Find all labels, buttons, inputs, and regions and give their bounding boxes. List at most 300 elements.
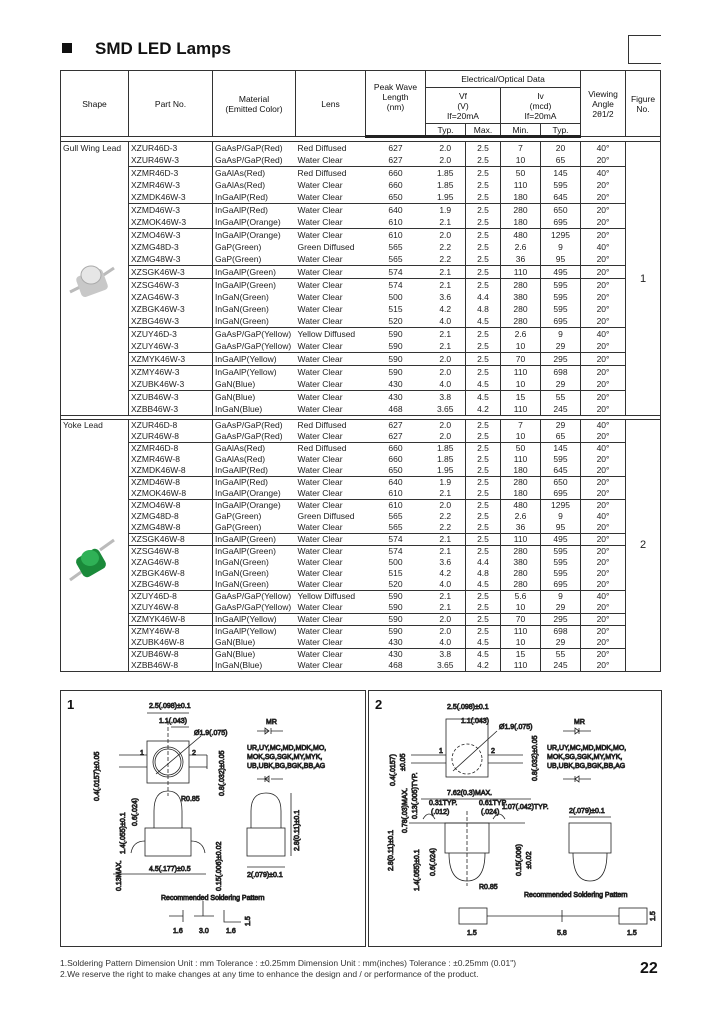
viewing-angle: 20°	[581, 500, 626, 512]
dim-label: Ø1.9(.075)	[194, 730, 228, 737]
iv-typ: 645	[541, 465, 581, 477]
peak-wavelength: 650	[366, 191, 426, 204]
viewing-angle: 20°	[581, 391, 626, 404]
vf-max: 2.5	[466, 279, 501, 292]
part-no: XZSG46W-8	[131, 546, 180, 556]
vf-max: 4.5	[466, 649, 501, 661]
lens: Water Clear	[297, 568, 343, 578]
part-no: XZBGK46W-8	[131, 568, 185, 578]
iv-typ: 9	[541, 241, 581, 253]
col-vf-max: Max.	[466, 124, 501, 137]
lens: Water Clear	[297, 205, 343, 215]
viewing-angle: 20°	[581, 477, 626, 489]
part-no: XZUR46D-8	[131, 420, 178, 430]
vf-typ: 1.85	[436, 180, 454, 190]
viewing-angle: 20°	[581, 315, 626, 328]
viewing-angle: 20°	[581, 154, 626, 167]
table-row	[61, 253, 661, 266]
peak-wavelength: 430	[366, 378, 426, 391]
lens: Water Clear	[297, 180, 343, 190]
viewing-angle: 20°	[581, 568, 626, 579]
code-list: UB,UBK,BG,BGK,BB,AG	[547, 763, 626, 770]
peak-wavelength: 468	[388, 660, 403, 670]
material: GaAsP/GaP(Red)	[213, 142, 296, 155]
col-peak-blank	[366, 124, 426, 137]
iv-typ: 595	[541, 303, 581, 315]
iv-typ: 29	[541, 420, 581, 432]
iv-typ: 95	[541, 522, 581, 534]
peak-wavelength: 590	[366, 340, 426, 353]
part-no: XZMR46D-8	[131, 443, 179, 453]
material: GaAlAs(Red)	[213, 443, 296, 455]
viewing-angle: 40°	[581, 167, 626, 180]
dim-label: 2(.079)±0.1	[569, 808, 605, 815]
iv-min: 180	[501, 191, 541, 204]
iv-typ: 595	[541, 546, 581, 558]
vf-max: 4.8	[466, 303, 501, 315]
dim-label: 4.5(.177)±0.5	[149, 866, 191, 873]
part-no: XZMY46W-3	[131, 367, 180, 377]
lens: Green Diffused	[297, 242, 355, 252]
lens: Water Clear	[296, 154, 366, 167]
viewing-angle: 40°	[581, 420, 626, 432]
dim-label: 2.8(0.11)±0.1	[294, 809, 301, 851]
page-title: SMD LED Lamps	[95, 39, 232, 58]
peak-wavelength: 660	[388, 454, 403, 464]
iv-typ: 55	[541, 391, 581, 404]
iv-typ: 145	[541, 443, 581, 455]
code-list: MOK,SG,SGK,MY,MYK,	[247, 754, 323, 761]
viewing-angle: 20°	[581, 522, 626, 534]
lens: Water Clear	[297, 477, 343, 487]
lens: Red Diffused	[297, 420, 347, 430]
table-row	[61, 154, 661, 167]
iv-min: 5.6	[501, 591, 541, 603]
vf-max: 4.2	[466, 660, 501, 672]
viewing-angle: 20°	[581, 340, 626, 353]
iv-typ: 295	[541, 614, 581, 626]
lens: Water Clear	[296, 266, 366, 279]
lens: Water Clear	[297, 292, 343, 302]
peak-wavelength: 610	[388, 500, 403, 510]
material: GaAsP/GaP(Red)	[213, 431, 296, 443]
vf-typ: 3.8	[439, 649, 452, 659]
material: GaAsP/GaP(Yellow)	[213, 340, 296, 353]
iv-min: 7	[501, 142, 541, 155]
lens: Yellow Diffused	[297, 591, 356, 601]
iv-min: 10	[501, 378, 541, 391]
vf-typ: 2.2	[426, 522, 466, 534]
iv-typ: 1295	[541, 500, 581, 512]
lens: Water Clear	[297, 626, 343, 636]
dim-label: ±0.05	[400, 753, 407, 771]
material: GaN(Blue)	[213, 391, 296, 404]
col-lens: Lens	[296, 71, 366, 137]
viewing-angle: 20°	[581, 403, 626, 416]
lens: Water Clear	[297, 367, 343, 377]
lens: Yellow Diffused	[297, 329, 356, 339]
table-row	[61, 191, 661, 204]
part-no: XZBB46W-8	[131, 660, 179, 670]
lens: Water Clear	[297, 500, 343, 510]
table-row	[61, 353, 661, 366]
iv-typ: 29	[541, 340, 581, 353]
peak-wavelength: 500	[388, 557, 403, 567]
vf-max: 2.5	[466, 500, 501, 512]
lens: Water Clear	[297, 392, 343, 402]
viewing-angle: 40°	[581, 443, 626, 455]
lens: Water Clear	[297, 304, 343, 314]
vf-typ: 3.6	[439, 292, 452, 302]
gull-wing-led-image	[66, 258, 118, 304]
iv-min: 110	[501, 626, 541, 638]
col-vf-typ: Typ.	[426, 124, 466, 137]
peak-wavelength: 574	[388, 546, 403, 556]
peak-wavelength: 520	[366, 579, 426, 591]
vf-max: 2.5	[466, 454, 501, 465]
table-row	[61, 614, 661, 626]
table-row	[61, 241, 661, 253]
peak-wavelength: 590	[388, 329, 403, 339]
vf-max: 4.5	[466, 378, 501, 391]
iv-min: 180	[501, 216, 541, 229]
col-vf: Vf (V) If=20mA	[426, 88, 501, 124]
dim-label: 0.4(.0157)	[390, 754, 397, 786]
vf-typ: 1.85	[436, 443, 454, 453]
material: InGaN(Green)	[213, 568, 296, 579]
iv-typ: 695	[541, 488, 581, 500]
viewing-angle: 20°	[581, 366, 626, 379]
iv-min: 110	[501, 660, 541, 672]
dim-label: ±0.02	[526, 851, 533, 869]
peak-wavelength: 590	[388, 367, 403, 377]
iv-typ: 595	[541, 179, 581, 191]
vf-max: 2.5	[466, 328, 501, 341]
dim-label: 0.78(.03)MAX.	[402, 787, 409, 833]
lens: Water Clear	[297, 230, 343, 240]
part-no: XZUR46W-8	[129, 431, 213, 443]
vf-max: 2.5	[466, 602, 501, 614]
viewing-angle: 20°	[581, 266, 626, 279]
material: GaP(Green)	[213, 522, 296, 534]
lens: Red Diffused	[297, 143, 347, 153]
iv-typ: 650	[541, 477, 581, 489]
vf-max: 2.5	[466, 216, 501, 229]
iv-typ: 55	[541, 649, 581, 661]
lens: Water Clear	[296, 253, 366, 266]
col-iv: Iv (mcd) If=20mA	[501, 88, 581, 124]
iv-typ: 20	[541, 142, 581, 155]
dim-label: 0.8(.032)±0.05	[532, 735, 539, 781]
vf-max: 2.5	[466, 522, 501, 534]
part-no: XZUB46W-3	[131, 392, 179, 402]
lens: Red Diffused	[297, 443, 347, 453]
dim-label: 0.8(.032)±0.05	[219, 750, 226, 796]
part-no: XZMOK46W-3	[129, 216, 213, 229]
title-bullet	[62, 43, 72, 53]
part-no: XZUR46W-3	[129, 154, 213, 167]
part-no: XZMYK46W-8	[129, 614, 213, 626]
iv-min: 2.6	[501, 511, 541, 522]
viewing-angle: 20°	[581, 546, 626, 558]
material: InGaAlP(Green)	[213, 546, 296, 558]
iv-min: 70	[501, 614, 541, 626]
peak-wavelength: 430	[388, 649, 403, 659]
vf-typ: 3.6	[439, 557, 452, 567]
peak-wavelength: 627	[366, 154, 426, 167]
lens: Water Clear	[296, 378, 366, 391]
peak-wavelength: 660	[388, 168, 403, 178]
part-no: XZMG48D-8	[131, 511, 179, 521]
vf-typ: 2.1	[426, 602, 466, 614]
part-no: XZUBK46W-8	[129, 637, 213, 649]
iv-min: 36	[501, 522, 541, 534]
vf-typ: 2.1	[439, 546, 452, 556]
material: GaAsP/GaP(Yellow)	[213, 328, 296, 341]
part-no: XZMR46W-8	[131, 454, 180, 464]
vf-max: 2.5	[466, 142, 501, 155]
material: InGaAlP(Green)	[213, 534, 296, 546]
iv-typ: 595	[541, 291, 581, 303]
part-no: XZMG48W-8	[129, 522, 213, 534]
iv-typ: 695	[541, 579, 581, 591]
material: GaP(Green)	[213, 253, 296, 266]
vf-typ: 2.1	[426, 216, 466, 229]
iv-min: 15	[501, 391, 541, 404]
peak-wavelength: 500	[388, 292, 403, 302]
table-row	[61, 477, 661, 489]
viewing-angle: 20°	[581, 216, 626, 229]
vf-max: 2.5	[466, 179, 501, 191]
lens: Water Clear	[296, 637, 366, 649]
iv-min: 380	[501, 557, 541, 568]
part-no: XZMG48W-3	[129, 253, 213, 266]
dim-label: 2.8(0.11)±0.1	[388, 829, 395, 871]
peak-wavelength: 590	[366, 353, 426, 366]
vf-typ: 2.1	[439, 280, 452, 290]
vf-max: 4.4	[466, 557, 501, 568]
vf-max: 2.5	[466, 340, 501, 353]
footnotes	[60, 958, 516, 980]
iv-typ: 695	[541, 315, 581, 328]
table-row	[61, 546, 661, 558]
dim-label: Ø1.9(.075)	[499, 724, 533, 731]
part-no: XZUBK46W-3	[129, 378, 213, 391]
vf-typ: 2.0	[439, 420, 452, 430]
iv-typ: 9	[541, 591, 581, 603]
table-row	[61, 637, 661, 649]
table-row	[61, 579, 661, 591]
iv-min: 70	[501, 353, 541, 366]
figure-number: 2	[626, 420, 661, 672]
iv-min: 50	[501, 167, 541, 180]
viewing-angle: 20°	[581, 378, 626, 391]
iv-min: 10	[501, 340, 541, 353]
vf-max: 2.5	[466, 431, 501, 443]
lens: Water Clear	[296, 534, 366, 546]
vf-max: 4.4	[466, 291, 501, 303]
table-row	[61, 660, 661, 672]
dim-label: 1.1(.043)	[159, 718, 188, 725]
dim-label: 0.31TYP.	[429, 800, 458, 807]
solder-dim: 1.6	[226, 928, 236, 935]
vf-typ: 4.0	[426, 579, 466, 591]
vf-max: 2.5	[466, 443, 501, 455]
figure-2-drawing	[368, 690, 662, 947]
iv-typ: 595	[541, 568, 581, 579]
code-list: MOK,SG,SGK,MY,MYK,	[547, 754, 623, 761]
peak-wavelength: 610	[366, 216, 426, 229]
vf-max: 4.5	[466, 391, 501, 404]
iv-min: 380	[501, 291, 541, 303]
part-no: XZMR46W-3	[131, 180, 180, 190]
lens: Water Clear	[296, 315, 366, 328]
peak-wavelength: 430	[388, 392, 403, 402]
iv-min: 280	[501, 204, 541, 217]
part-no: XZBG46W-3	[129, 315, 213, 328]
material: InGaAlP(Red)	[213, 191, 296, 204]
vf-max: 2.5	[466, 229, 501, 242]
part-no: XZMOK46W-8	[129, 488, 213, 500]
table-row	[61, 488, 661, 500]
peak-wavelength: 627	[388, 420, 403, 430]
table-row	[61, 443, 661, 455]
iv-typ: 645	[541, 191, 581, 204]
part-no: XZBG46W-8	[129, 579, 213, 591]
peak-wavelength: 574	[388, 280, 403, 290]
iv-min: 2.6	[501, 328, 541, 341]
table-row	[61, 340, 661, 353]
col-eo-data: Electrical/Optical Data	[426, 71, 581, 88]
dim-label: 0.15(.006)±0.02	[216, 841, 223, 891]
dim-label: 0.61TYP.	[479, 800, 508, 807]
solder-dim: 1.6	[173, 928, 183, 935]
footnote-2: 2.We reserve the right to make changes at any time to enhance the design and / or performance of the product.	[60, 969, 479, 979]
page-number: 22	[640, 960, 658, 977]
table-row	[61, 420, 661, 432]
material: GaN(Blue)	[213, 378, 296, 391]
part-no: XZMO46W-8	[131, 500, 181, 510]
lens: Water Clear	[296, 353, 366, 366]
iv-min: 2.6	[501, 241, 541, 253]
vf-max: 4.5	[466, 579, 501, 591]
material: InGaAlP(Yellow)	[213, 626, 296, 638]
peak-wavelength: 590	[366, 614, 426, 626]
part-no: XZUB46W-8	[131, 649, 179, 659]
part-no: XZUY46W-3	[129, 340, 213, 353]
vf-max: 2.5	[466, 253, 501, 266]
vf-typ: 3.65	[436, 660, 454, 670]
vf-max: 2.5	[466, 477, 501, 489]
material: InGaAlP(Yellow)	[213, 614, 296, 626]
table-row	[61, 279, 661, 292]
material: InGaAlP(Orange)	[213, 488, 296, 500]
lens: Water Clear	[296, 431, 366, 443]
viewing-angle: 20°	[581, 253, 626, 266]
table-row	[61, 626, 661, 638]
viewing-angle: 20°	[581, 637, 626, 649]
peak-wavelength: 660	[388, 180, 403, 190]
dim-label: R0.85	[479, 884, 498, 891]
material: InGaN(Green)	[213, 291, 296, 303]
viewing-angle: 20°	[581, 488, 626, 500]
table-row	[61, 522, 661, 534]
table-row	[61, 328, 661, 341]
vf-typ: 2.0	[426, 154, 466, 167]
part-no: XZSGK46W-8	[129, 534, 213, 546]
peak-wavelength: 515	[388, 568, 403, 578]
peak-wavelength: 590	[388, 591, 403, 601]
vf-max: 2.5	[466, 546, 501, 558]
vf-typ: 4.2	[439, 568, 452, 578]
dim-label: 2.5(.098)±0.1	[447, 704, 489, 711]
part-no: XZUR46D-3	[131, 143, 178, 153]
part-no: XZBB46W-3	[131, 404, 179, 414]
dim-label: R0.85	[181, 796, 200, 803]
table-row	[61, 204, 661, 217]
iv-min: 280	[501, 568, 541, 579]
part-no: XZMY46W-8	[131, 626, 180, 636]
iv-typ: 695	[541, 216, 581, 229]
iv-typ: 295	[541, 353, 581, 366]
lens: Water Clear	[296, 579, 366, 591]
lens: Green Diffused	[297, 511, 355, 521]
table-row	[61, 303, 661, 315]
viewing-angle: 20°	[581, 229, 626, 242]
pin-label: 1	[439, 748, 443, 755]
material: InGaN(Blue)	[213, 403, 296, 416]
peak-wavelength: 590	[388, 626, 403, 636]
viewing-angle: 20°	[581, 614, 626, 626]
part-no: XZMO46W-3	[131, 230, 181, 240]
table-row	[61, 229, 661, 242]
vf-max: 4.5	[466, 637, 501, 649]
col-material: Material (Emitted Color)	[213, 71, 296, 137]
lens: Water Clear	[297, 454, 343, 464]
vf-typ: 2.0	[439, 143, 452, 153]
figure-1-drawing	[60, 690, 366, 947]
pin-label: 1	[140, 750, 144, 757]
vf-typ: 1.95	[426, 191, 466, 204]
table-row	[61, 167, 661, 180]
iv-typ: 145	[541, 167, 581, 180]
vf-typ: 1.9	[439, 205, 452, 215]
lens: Water Clear	[296, 522, 366, 534]
peak-wavelength: 520	[366, 315, 426, 328]
dim-label: 0.15(.006)	[516, 844, 523, 876]
peak-wavelength: 640	[388, 477, 403, 487]
viewing-angle: 40°	[581, 591, 626, 603]
lens: Water Clear	[297, 280, 343, 290]
iv-typ: 29	[541, 602, 581, 614]
viewing-angle: 20°	[581, 303, 626, 315]
viewing-angle: 20°	[581, 579, 626, 591]
peak-wavelength: 468	[388, 404, 403, 414]
vf-typ: 2.0	[439, 367, 452, 377]
table-row	[61, 511, 661, 522]
iv-min: 180	[501, 488, 541, 500]
iv-typ: 495	[541, 534, 581, 546]
viewing-angle: 20°	[581, 557, 626, 568]
material: InGaAlP(Red)	[213, 477, 296, 489]
vf-typ: 2.0	[426, 614, 466, 626]
col-shape: Shape	[61, 71, 129, 137]
part-no: XZUY46W-8	[129, 602, 213, 614]
dim-label: 2.5(.098)±0.1	[149, 703, 191, 710]
vf-typ: 1.85	[436, 168, 454, 178]
material: GaP(Green)	[213, 511, 296, 522]
iv-typ: 495	[541, 266, 581, 279]
